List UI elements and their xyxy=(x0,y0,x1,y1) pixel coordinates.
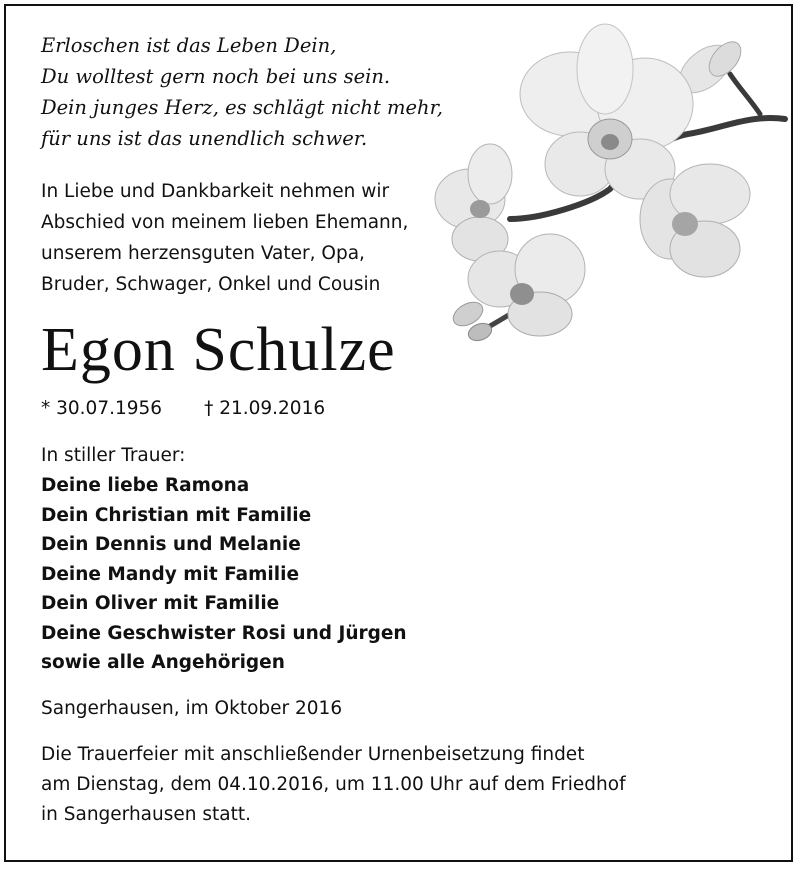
death-date: † 21.09.2016 xyxy=(204,398,326,419)
funeral-line: am Dienstag, dem 04.10.2016, um 11.00 Uhr auf dem Friedhof xyxy=(41,774,626,795)
funeral-info xyxy=(41,740,626,830)
poem-line: Dein junges Herz, es schlägt nicht mehr, xyxy=(41,96,443,119)
funeral-line: in Sangerhausen statt. xyxy=(41,804,251,825)
poem-line: Du wolltest gern noch bei uns sein. xyxy=(41,65,391,88)
intro-line: unserem herzensguten Vater, Opa, xyxy=(41,243,365,264)
mourning-label: In stiller Trauer: xyxy=(41,445,186,466)
funeral-line: Die Trauerfeier mit anschließender Urnenbeisetzung findet xyxy=(41,744,585,765)
mourner: Dein Oliver mit Familie xyxy=(41,593,280,614)
intro-text xyxy=(41,176,408,300)
mourner: Deine Geschwister Rosi und Jürgen xyxy=(41,622,407,644)
deceased-name: Egon Schulze xyxy=(41,316,396,384)
birth-date: * 30.07.1956 xyxy=(41,398,163,419)
mourners-list xyxy=(41,471,407,678)
mourner: Deine Mandy mit Familie xyxy=(41,563,299,585)
poem xyxy=(41,30,443,154)
poem-line: für uns ist das unendlich schwer. xyxy=(41,127,368,150)
mourner: sowie alle Angehörigen xyxy=(41,652,285,673)
life-dates xyxy=(41,394,325,424)
place-date: Sangerhausen, im Oktober 2016 xyxy=(41,698,343,719)
intro-line: In Liebe und Dankbarkeit nehmen wir xyxy=(41,181,390,202)
orchid-icon xyxy=(430,14,790,344)
poem-line: Erloschen ist das Leben Dein, xyxy=(41,34,337,57)
mourner: Dein Dennis und Melanie xyxy=(41,534,301,555)
mourner: Deine liebe Ramona xyxy=(41,475,250,496)
intro-line: Bruder, Schwager, Onkel und Cousin xyxy=(41,274,381,295)
intro-line: Abschied von meinem lieben Ehemann, xyxy=(41,212,409,233)
mourner: Dein Christian mit Familie xyxy=(41,504,312,526)
